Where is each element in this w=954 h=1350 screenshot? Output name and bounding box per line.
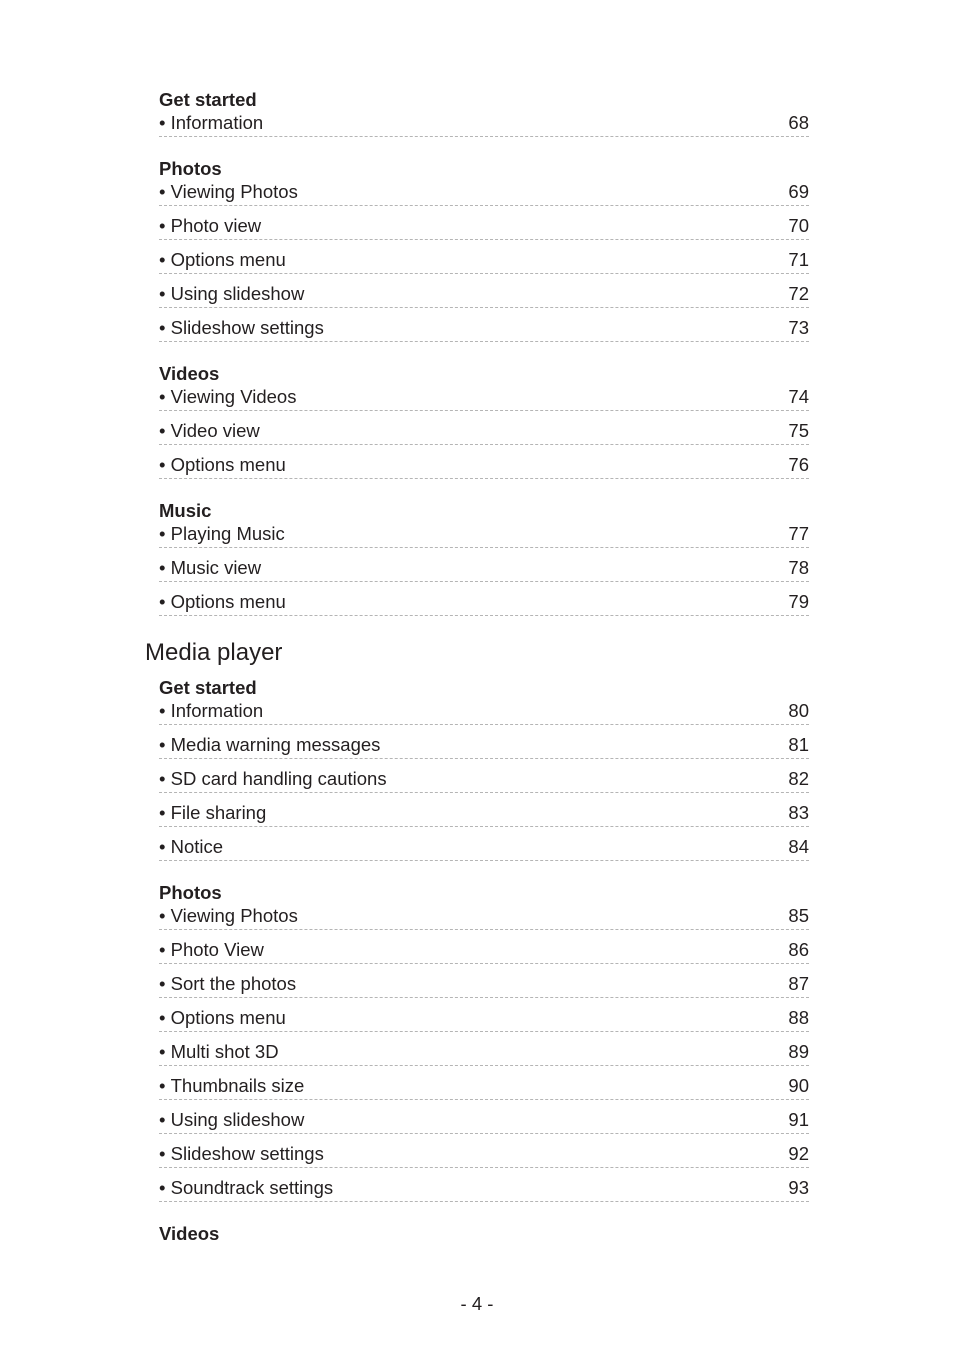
group-heading: Photos xyxy=(159,158,222,179)
entry-page-number: 76 xyxy=(788,454,809,475)
entry-page-number: 86 xyxy=(788,939,809,960)
entry-page-number: 74 xyxy=(788,386,809,407)
entry-label: • Thumbnails size xyxy=(159,1075,304,1097)
group-heading: Videos xyxy=(159,363,220,384)
toc-group-photos xyxy=(159,157,809,342)
toc-entry[interactable] xyxy=(159,1101,809,1134)
toc-entry[interactable] xyxy=(159,207,809,240)
entry-page-number: 89 xyxy=(788,1041,809,1062)
entry-page-number: 75 xyxy=(788,420,809,441)
toc-group-get-started xyxy=(159,88,809,137)
entry-page-number: 80 xyxy=(788,700,809,721)
toc-entry[interactable] xyxy=(159,309,809,342)
entry-label: • Slideshow settings xyxy=(159,1143,324,1165)
entry-label: • Viewing Photos xyxy=(159,905,298,927)
toc-entry[interactable] xyxy=(159,1067,809,1100)
entry-page-number: 85 xyxy=(788,905,809,926)
section-title: Media player xyxy=(145,639,283,666)
entry-label: • Information xyxy=(159,700,263,722)
entry-label: • Viewing Photos xyxy=(159,181,298,203)
group-heading: Videos xyxy=(159,1223,220,1244)
toc-entry[interactable] xyxy=(159,549,809,582)
toc-entry[interactable] xyxy=(159,760,809,793)
entry-page-number: 73 xyxy=(788,317,809,338)
entry-label: • Sort the photos xyxy=(159,973,296,995)
entry-page-number: 87 xyxy=(788,973,809,994)
toc-entry[interactable] xyxy=(159,181,809,206)
entry-label: • SD card handling cautions xyxy=(159,768,387,790)
toc-entry[interactable] xyxy=(159,794,809,827)
entry-page-number: 82 xyxy=(788,768,809,789)
toc-group-music xyxy=(159,499,809,616)
entry-page-number: 81 xyxy=(788,734,809,755)
entry-page-number: 72 xyxy=(788,283,809,304)
entry-label: • Using slideshow xyxy=(159,1109,304,1131)
entry-page-number: 69 xyxy=(788,181,809,202)
toc-entry[interactable] xyxy=(159,931,809,964)
toc-entry[interactable] xyxy=(159,700,809,725)
entry-page-number: 93 xyxy=(788,1177,809,1198)
toc-entry[interactable] xyxy=(159,1135,809,1168)
entry-label: • Using slideshow xyxy=(159,283,304,305)
group-heading: Get started xyxy=(159,89,257,110)
entry-label: • Slideshow settings xyxy=(159,317,324,339)
entry-page-number: 92 xyxy=(788,1143,809,1164)
toc-entry[interactable] xyxy=(159,905,809,930)
entry-page-number: 84 xyxy=(788,836,809,857)
group-heading: Photos xyxy=(159,882,222,903)
toc-entry[interactable] xyxy=(159,386,809,411)
entry-label: • File sharing xyxy=(159,802,266,824)
toc-entry[interactable] xyxy=(159,583,809,616)
entry-page-number: 70 xyxy=(788,215,809,236)
toc-entry[interactable] xyxy=(159,1033,809,1066)
toc-group-videos xyxy=(159,1222,809,1246)
toc-entry[interactable] xyxy=(159,446,809,479)
entry-label: • Photo View xyxy=(159,939,264,961)
toc-entry[interactable] xyxy=(159,523,809,548)
entry-label: • Information xyxy=(159,112,263,134)
toc-entry[interactable] xyxy=(159,112,809,137)
entry-label: • Notice xyxy=(159,836,223,858)
entry-page-number: 79 xyxy=(788,591,809,612)
table-of-contents xyxy=(145,88,809,1266)
toc-part-2 xyxy=(145,638,809,1246)
entry-label: • Music view xyxy=(159,557,261,579)
page-number-footer: - 4 - xyxy=(460,1293,494,1314)
entry-page-number: 91 xyxy=(788,1109,809,1130)
group-heading: Music xyxy=(159,500,212,521)
entry-label: • Options menu xyxy=(159,454,286,476)
toc-entry[interactable] xyxy=(159,241,809,274)
entry-label: • Media warning messages xyxy=(159,734,380,756)
entry-label: • Video view xyxy=(159,420,260,442)
toc-entry[interactable] xyxy=(159,965,809,998)
toc-entry[interactable] xyxy=(159,275,809,308)
entry-page-number: 83 xyxy=(788,802,809,823)
toc-entry[interactable] xyxy=(159,412,809,445)
entry-label: • Viewing Videos xyxy=(159,386,296,408)
entry-page-number: 90 xyxy=(788,1075,809,1096)
group-heading: Get started xyxy=(159,677,257,698)
toc-entry[interactable] xyxy=(159,1169,809,1202)
toc-entry[interactable] xyxy=(159,999,809,1032)
toc-entry[interactable] xyxy=(159,828,809,861)
entry-page-number: 78 xyxy=(788,557,809,578)
entry-label: • Options menu xyxy=(159,591,286,613)
toc-entry[interactable] xyxy=(159,726,809,759)
entry-label: • Soundtrack settings xyxy=(159,1177,333,1199)
entry-page-number: 68 xyxy=(788,112,809,133)
entry-page-number: 71 xyxy=(788,249,809,270)
toc-group-videos xyxy=(159,362,809,479)
entry-label: • Multi shot 3D xyxy=(159,1041,279,1063)
toc-part-1 xyxy=(159,88,809,616)
entry-label: • Options menu xyxy=(159,1007,286,1029)
entry-label: • Playing Music xyxy=(159,523,285,545)
entry-page-number: 77 xyxy=(788,523,809,544)
toc-group-photos xyxy=(159,881,809,1202)
entry-label: • Options menu xyxy=(159,249,286,271)
entry-label: • Photo view xyxy=(159,215,261,237)
toc-group-get-started xyxy=(159,676,809,861)
entry-page-number: 88 xyxy=(788,1007,809,1028)
